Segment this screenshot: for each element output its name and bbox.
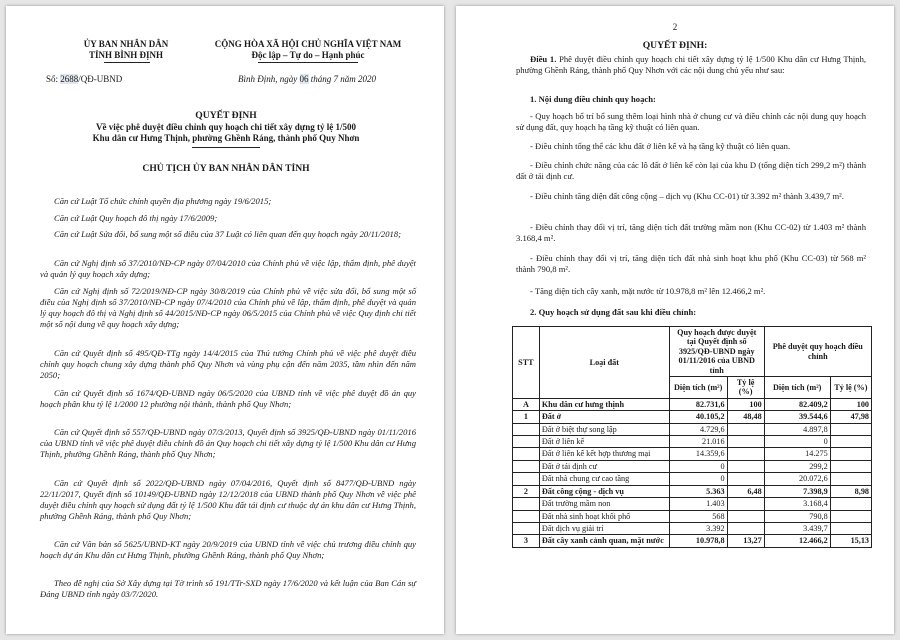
table-cell-name: Đất trường mầm non <box>539 498 669 510</box>
date-rest: tháng 7 năm 2020 <box>310 74 376 84</box>
table-cell-a2: 3.168,4 <box>764 498 830 510</box>
land-use-table <box>512 326 872 548</box>
land-use-rows <box>513 398 872 547</box>
table-row <box>513 498 872 510</box>
table-row <box>513 448 872 460</box>
table-cell-r2 <box>830 522 871 534</box>
table-cell-a2: 14.275 <box>764 448 830 460</box>
table-cell-a2: 0 <box>764 436 830 448</box>
legal-basis-paragraph: Căn cứ Quyết định số 557/QĐ-UBND ngày 07/3/2013, Quyết định số 3925/QĐ-UBND ngày 01/11/2016 của UBND tỉnh về việc phê duyệt điều chỉnh đồ án Quy hoạch chi tiết xây dựng tỷ lệ 1/500 Khu dân cư Hưng Thịnh, phường Ghềnh Ráng, thành phố Quy Nhơn; <box>40 427 416 459</box>
doc-no-number: 2688 <box>60 74 79 84</box>
table-cell-a1: 0 <box>669 460 727 472</box>
table-row <box>513 423 872 435</box>
table-cell-a1: 568 <box>669 510 727 522</box>
table-row <box>513 522 872 534</box>
table-cell-r1 <box>727 522 764 534</box>
table-cell-a1: 1.403 <box>669 498 727 510</box>
table-cell-stt <box>513 522 540 534</box>
table-row <box>513 485 872 497</box>
document-number <box>46 74 122 85</box>
table-cell-r2 <box>830 460 871 472</box>
table-cell-r2 <box>830 498 871 510</box>
adjustment-item: - Điều chỉnh thay đổi vị trí, tăng diện tích đất trường mầm non (Khu CC-02) từ 1.403 m² thành 3.168,4 m². <box>516 222 866 243</box>
table-cell-r2: 15,13 <box>830 535 871 547</box>
table-cell-r1: 13,27 <box>727 535 764 547</box>
table-cell-r1 <box>727 448 764 460</box>
subject-line-1: Về việc phê duyệt điều chỉnh quy hoạch chi tiết xây dựng tỷ lệ 1/500 <box>96 122 356 132</box>
subject-line-2: Khu dân cư Hưng Thịnh, phường Ghềnh Ráng, thành phố Quy Nhơn <box>92 133 360 144</box>
table-cell-r1 <box>727 473 764 485</box>
table-cell-name: Đất nhà sinh hoạt khối phố <box>539 510 669 522</box>
table-cell-name: Khu dân cư hưng thịnh <box>539 398 669 410</box>
table-cell-a1: 21.016 <box>669 436 727 448</box>
header-land-type: Loại đất <box>539 327 669 399</box>
table-cell-a1: 40.105,2 <box>669 411 727 423</box>
table-cell-name: Đất ở tái định cư <box>539 460 669 472</box>
table-cell-a1: 4.729,6 <box>669 423 727 435</box>
table-cell-r1 <box>727 436 764 448</box>
table-cell-stt: A <box>513 398 540 410</box>
table-cell-r1: 100 <box>727 398 764 410</box>
table-cell-a2: 82.409,2 <box>764 398 830 410</box>
adjustment-item: - Điều chỉnh chức năng của các lô đất ở liên kế còn lại của khu D (tổng diện tích 299,2 m²) thành đất ở tái định cư. <box>516 160 866 181</box>
header-area-approved: Diện tích (m²) <box>669 377 727 399</box>
table-cell-stt: 2 <box>513 485 540 497</box>
table-cell-a1: 3.392 <box>669 522 727 534</box>
adjustment-item: - Điều chỉnh thay đổi vị trí, tăng diện tích đất nhà sinh hoạt khu phố (Khu CC-03) từ 568 m² thành 790,8 m². <box>516 253 866 274</box>
document-date <box>238 74 376 85</box>
date-prefix: Bình Định, ngày <box>238 74 298 84</box>
nation-line-2: Độc lập – Tự do – Hạnh phúc <box>251 50 365 61</box>
agency-line-2: TỈNH BÌNH ĐỊNH <box>88 50 163 61</box>
legal-basis-paragraph: Căn cứ Quyết định số 2022/QĐ-UBND ngày 07/04/2016, Quyết định số 8477/QĐ-UBND ngày 22/11/2017, Quyết định số 10149/QĐ-UBND ngày 12/12/2018 của UBND thành phố Quy Nhơn về việc phê duyệt điều chỉnh quy hoạch sử dụng đất tỷ lệ 1/500 Khu đất tái định cư thuộc dự án khu dân cư Hưng Thịnh, phường Ghềnh Ráng, thành phố Quy Nhơn; <box>40 478 416 521</box>
table-cell-a2: 12.466,2 <box>764 535 830 547</box>
section-2-heading: 2. Quy hoạch sử dụng đất sau khi điều chỉnh: <box>530 307 697 317</box>
nation-line-1: CỘNG HÒA XÃ HỘI CHỦ NGHĨA VIỆT NAM <box>214 39 402 49</box>
table-cell-r2: 8,98 <box>830 485 871 497</box>
table-cell-r1 <box>727 423 764 435</box>
document-page-1 <box>6 6 444 634</box>
table-cell-stt <box>513 473 540 485</box>
header-ratio-adjusted: Tỷ lệ (%) <box>830 377 871 399</box>
table-cell-a1: 14.359,6 <box>669 448 727 460</box>
issuer-title: CHỦ TỊCH ỦY BAN NHÂN DÂN TỈNH <box>142 163 310 174</box>
table-cell-r2 <box>830 448 871 460</box>
table-cell-name: Đất cây xanh cảnh quan, mặt nước <box>539 535 669 547</box>
header-ratio-approved: Tỷ lệ (%) <box>727 377 764 399</box>
article-1 <box>516 54 866 76</box>
table-cell-stt <box>513 510 540 522</box>
table-cell-name: Đất ở liên kế <box>539 436 669 448</box>
table-cell-stt <box>513 436 540 448</box>
header-stt: STT <box>513 327 540 399</box>
adjustment-item: - Điều chỉnh tăng diện đất công cộng – dịch vụ (Khu CC-01) từ 3.392 m² thành 3.439,7 m². <box>530 191 844 201</box>
legal-basis-paragraph: Căn cứ Quyết định số 495/QĐ-TTg ngày 14/4/2015 của Thủ tướng Chính phủ về việc phê duyệt điều chỉnh quy hoạch chung xây dựng thành phố Quy Nhơn và vùng phụ cận đến năm 2035, tầm nhìn đến năm 2050; <box>40 348 416 380</box>
table-cell-a2: 20.072,6 <box>764 473 830 485</box>
table-cell-a1: 5.363 <box>669 485 727 497</box>
table-cell-r2 <box>830 423 871 435</box>
article-1-label: Điều 1. <box>530 54 557 64</box>
adjustment-item: - Quy hoạch bổ trí bổ sung thêm loại hình nhà ở chung cư và điều chỉnh các nội dung quy hoạch sử dụng đất, quy hoạch hạ tầng kỹ thuật có liên quan. <box>516 111 866 132</box>
table-row <box>513 510 872 522</box>
table-cell-a2: 7.398,9 <box>764 485 830 497</box>
motto-underline <box>258 62 358 63</box>
article-1-text: Phê duyệt điều chỉnh quy hoạch chi tiết xây dựng tỷ lệ 1/500 Khu dân cư Hưng Thịnh, phường Ghềnh Ráng, thành phố Quy Nhơn với các nội dung chủ yếu như sau: <box>516 54 867 75</box>
table-cell-stt <box>513 423 540 435</box>
table-cell-r2: 100 <box>830 398 871 410</box>
table-cell-a2: 39.544,6 <box>764 411 830 423</box>
legal-basis-paragraph: Căn cứ Luật Quy hoạch đô thị ngày 17/6/2009; <box>54 213 218 223</box>
table-cell-r1 <box>727 498 764 510</box>
legal-basis-paragraph: Căn cứ Luật Tổ chức chính quyền địa phương ngày 19/6/2015; <box>54 196 272 206</box>
table-cell-name: Đất ở liên kế kết hợp thương mại <box>539 448 669 460</box>
adjustment-item: - Điều chỉnh tổng thể các khu đất ở liên kế và hạ tầng kỹ thuật có liên quan. <box>530 141 791 151</box>
table-row <box>513 473 872 485</box>
table-cell-name: Đất dịch vụ giải trí <box>539 522 669 534</box>
legal-basis-paragraph: Theo đề nghị của Sở Xây dựng tại Tờ trình số 191/TTr-SXD ngày 17/6/2020 và kết luận của Ban Cán sự Đảng UBND tỉnh ngày 03/7/2020. <box>40 578 416 599</box>
agency-name <box>66 39 186 61</box>
table-cell-name: Đất ở biệt thự song lập <box>539 423 669 435</box>
document-title: QUYẾT ĐỊNH <box>195 110 257 121</box>
table-cell-stt: 1 <box>513 411 540 423</box>
table-cell-name: Đất công cộng - dịch vụ <box>539 485 669 497</box>
table-cell-r2 <box>830 436 871 448</box>
table-cell-r2 <box>830 510 871 522</box>
table-cell-a2: 790,8 <box>764 510 830 522</box>
legal-basis-paragraph: Căn cứ Văn bản số 5625/UBND-KT ngày 20/9/2019 của UBND tỉnh về việc chủ trương điều chỉnh quy hoạch dự án Khu dân cư Hưng Thịnh, phường Ghềnh Ráng, thành phố Quy Nhơn; <box>40 539 416 560</box>
section-1-heading: 1. Nội dung điều chỉnh quy hoạch: <box>530 94 656 104</box>
header-area-adjusted: Diện tích (m²) <box>764 377 830 399</box>
legal-basis-paragraph: Căn cứ Nghị định số 72/2019/NĐ-CP ngày 30/8/2019 của Chính phủ về việc sửa đổi, bổ sung một số điều của Nghị định số 37/2010/NĐ-CP ngày 07/4/2010 của Chính phủ về lập, thẩm định, phê duyệt và quản lý quy hoạch đô thị và Nghị định số 44/2015/NĐ-CP ngày 06/5/2015 của Chính phủ về việc Quy định chi tiết một số nội dung về quy hoạch xây dựng; <box>40 286 416 329</box>
legal-basis-paragraph: Căn cứ Quyết định số 1674/QĐ-UBND ngày 06/5/2020 của UBND tỉnh về việc phê duyệt đồ án quy hoạch phân khu tỷ lệ 1/2000 12 phường nội thành, thành phố Quy Nhơn; <box>40 388 416 409</box>
table-cell-stt <box>513 460 540 472</box>
header-approved: Quy hoạch được duyệt tại Quyết định số 3925/QĐ-UBND ngày 01/11/2016 của UBND tỉnh <box>669 327 764 377</box>
table-cell-a2: 4.897,8 <box>764 423 830 435</box>
table-row <box>513 535 872 547</box>
subject-underline <box>192 147 260 148</box>
table-cell-a1: 10.978,8 <box>669 535 727 547</box>
table-row <box>513 436 872 448</box>
table-row <box>513 411 872 423</box>
table-cell-name: Đất ở <box>539 411 669 423</box>
table-cell-stt <box>513 448 540 460</box>
document-subject <box>36 122 416 144</box>
table-row <box>513 460 872 472</box>
page-number: 2 <box>672 22 678 32</box>
table-cell-name: Đất nhà chung cư cao tầng <box>539 473 669 485</box>
table-cell-r1 <box>727 460 764 472</box>
document-page-2 <box>456 6 894 634</box>
table-cell-a1: 0 <box>669 473 727 485</box>
table-cell-r2: 47,98 <box>830 411 871 423</box>
table-cell-r2 <box>830 473 871 485</box>
table-cell-stt: 3 <box>513 535 540 547</box>
agency-underline <box>104 62 150 63</box>
adjustment-item: - Tăng diện tích cây xanh, mặt nước từ 10.978,8 m² lên 12.466,2 m². <box>530 286 766 296</box>
national-motto <box>188 39 428 61</box>
legal-basis-paragraph: Căn cứ Luật Sửa đổi, bổ sung một số điều của 37 Luật có liên quan đến quy hoạch ngày 20/11/2018; <box>54 229 401 239</box>
doc-no-prefix: Số: <box>46 74 59 84</box>
table-row <box>513 398 872 410</box>
table-cell-r1 <box>727 510 764 522</box>
agency-line-1: ỦY BAN NHÂN DÂN <box>83 39 169 49</box>
table-cell-a1: 82.731,6 <box>669 398 727 410</box>
table-cell-a2: 3.439,7 <box>764 522 830 534</box>
table-cell-r1: 6,48 <box>727 485 764 497</box>
table-cell-r1: 48,48 <box>727 411 764 423</box>
date-day: 06 <box>299 74 309 84</box>
decision-heading: QUYẾT ĐỊNH: <box>642 40 708 51</box>
table-cell-stt <box>513 498 540 510</box>
table-cell-a2: 299,2 <box>764 460 830 472</box>
header-adjusted: Phê duyệt quy hoạch điều chỉnh <box>764 327 871 377</box>
doc-no-suffix: /QĐ-UBND <box>78 74 123 84</box>
legal-basis-paragraph: Căn cứ Nghị định số 37/2010/NĐ-CP ngày 07/04/2010 của Chính phủ về việc lập, thẩm định, phê duyệt và quản lý quy hoạch xây dựng; <box>40 258 416 279</box>
